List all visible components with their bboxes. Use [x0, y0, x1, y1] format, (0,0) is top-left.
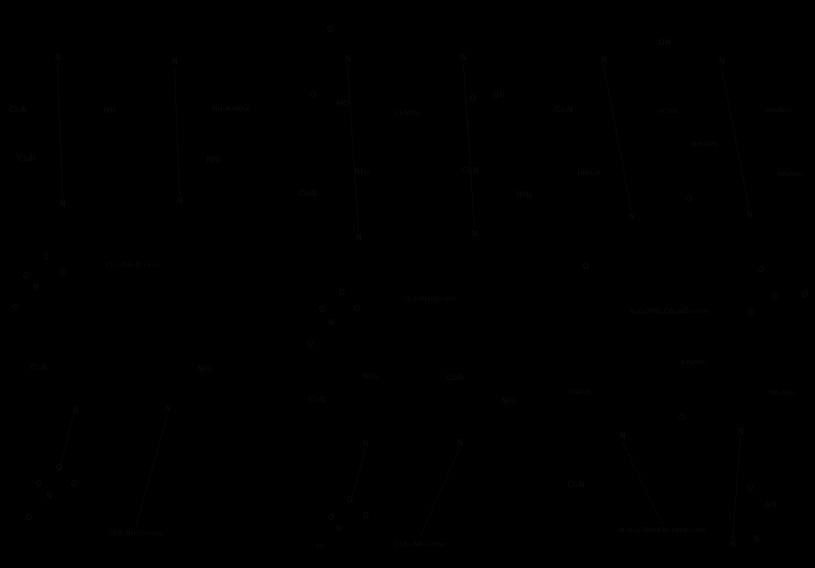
- diagram-node-label: O: [362, 511, 370, 520]
- diagram-node-label: N: [362, 439, 370, 448]
- diagram-node-label: O: [801, 290, 809, 299]
- diagram-node-label: Cl₂S₂NH₂O-conv: [106, 260, 160, 269]
- diagram-node-label: N: [45, 491, 53, 500]
- diagram-node-label: N: [327, 318, 335, 327]
- diagram-node-label: Cl₂N: [308, 395, 326, 404]
- diagram-edge: [721, 68, 750, 209]
- diagram-node-label: Cl₂N: [555, 105, 573, 114]
- diagram-node-label: N: [600, 55, 608, 64]
- diagram-edge: [57, 64, 63, 198]
- diagram-node-label: NH₂NH₂: [777, 169, 803, 178]
- diagram-node-label: O: [42, 252, 50, 261]
- diagram-node-label: N: [32, 283, 40, 292]
- diagram-node-label: NH₂: [501, 396, 517, 405]
- diagram-node-label: O: [326, 25, 334, 34]
- diagram-node-label: NH: [492, 91, 506, 100]
- diagram-edge: [347, 65, 359, 232]
- diagram-node-label: N: [171, 57, 179, 66]
- diagram-node-label: O: [338, 288, 346, 297]
- diagram-node-label: N: [729, 540, 737, 549]
- diagram-node-label: Cl₂N: [446, 373, 464, 382]
- diagram-node-label: O: [25, 513, 33, 522]
- diagram-node-label: N: [753, 534, 761, 543]
- diagram-node-label: NH₂NH₂: [692, 139, 718, 148]
- diagram-node-label: O: [469, 94, 477, 103]
- diagram-node-label: O: [747, 308, 755, 317]
- diagram-node-label: O: [70, 479, 78, 488]
- diagram-node-label: N: [456, 438, 464, 447]
- diagram-node-label: O: [346, 495, 354, 504]
- diagram-node-label: HNH₂N: [577, 168, 601, 177]
- diagram-node-label: N: [54, 53, 62, 62]
- diagram-node-label: O: [757, 265, 765, 274]
- diagram-node-label: NH₂: [354, 167, 370, 176]
- diagram-edge: [732, 438, 741, 539]
- diagram-edge: [463, 64, 475, 228]
- diagram-node-label: N₂O₂p7NO₂CW₂conv-conv: [619, 525, 707, 534]
- diagram-node-label: O: [327, 513, 335, 522]
- diagram-node-label: Cl₂N: [299, 189, 317, 198]
- diagram-node-label: O: [318, 305, 326, 314]
- diagram-node-label: N: [59, 199, 67, 208]
- diagram-edge: [174, 68, 180, 195]
- diagram-node-label: NH₂N-HO₂C: [212, 104, 252, 113]
- diagram-node-label: O: [316, 542, 324, 551]
- diagram-node-label: O: [55, 463, 63, 472]
- diagram-node-label: Cl₂N: [461, 166, 479, 175]
- diagram-node-label: N: [72, 406, 80, 415]
- diagram-node-label: NH₂NO₂: [765, 105, 793, 114]
- diagram-node-label: Cl₂NHN: [394, 108, 420, 117]
- diagram-node-label: O: [582, 262, 590, 271]
- diagram-node-label: N: [355, 233, 363, 242]
- diagram-node-label: Cl₂S₂NH₂O-conv: [403, 294, 457, 303]
- diagram-node-label: N: [460, 53, 468, 62]
- diagram-edge: [603, 66, 632, 211]
- diagram-node-label: O: [771, 292, 779, 301]
- diagram-node-label: NH: [764, 500, 778, 509]
- diagram-node-label: O: [307, 339, 315, 348]
- diagram-node-label: O: [22, 271, 30, 280]
- diagram-node-label: Cl₂N: [9, 105, 27, 114]
- diagram-node-label: N: [471, 229, 479, 238]
- diagram-node-label: O: [678, 413, 686, 422]
- diagram-node-label: N: [176, 196, 184, 205]
- diagram-edge: [135, 415, 168, 527]
- diagram-node-label: Cl₂N: [567, 480, 585, 489]
- diagram-node-label: NH₂NH₂: [769, 388, 795, 397]
- diagram-node-label: NH₂: [363, 372, 379, 381]
- diagram-node-label: N: [619, 431, 627, 440]
- diagram-node-label: Cl₂S₂NH₂O-conv: [109, 528, 163, 537]
- diagram-node-label: OH: [658, 38, 672, 47]
- diagram-node-label: Cl₂N: [18, 154, 36, 163]
- diagram-node-label: NH₂: [516, 190, 532, 199]
- diagram-node-label: O: [353, 304, 361, 313]
- diagram-edge: [622, 442, 663, 524]
- diagram-node-label: N: [737, 427, 745, 436]
- diagram-node-label: HO: [336, 99, 350, 108]
- diagram-node-label: O: [12, 303, 20, 312]
- diagram-node-label: HOHN: [657, 106, 679, 115]
- diagram-node-label: N: [164, 404, 172, 413]
- diagram-node-label: N: [718, 57, 726, 66]
- diagram-node-label: O: [309, 90, 317, 99]
- diagram-node-label: O: [35, 479, 43, 488]
- diagram-node-label: O: [685, 194, 693, 203]
- diagram-node-label: NH₂NH₂: [681, 357, 707, 366]
- diagram-node-label: NH₂: [206, 155, 222, 164]
- diagram-node-label: N₂O₂7NO₂CW₂NO₂-conv: [630, 306, 710, 315]
- diagram-node-label: O: [747, 483, 755, 492]
- diagram-edge: [419, 449, 460, 538]
- diagram-node-label: N: [335, 524, 343, 533]
- diagram-node-label: Cl₂N: [30, 363, 48, 372]
- diagram-node-label: N: [628, 212, 636, 221]
- diagram-node-label: HN: [103, 106, 117, 115]
- diagram-node-label: N: [344, 54, 352, 63]
- diagram-node-label: HNH₂N: [568, 387, 592, 396]
- diagram-node-label: Cl₂S₂-NH₂-conv: [394, 539, 446, 548]
- diagram-node-label: O: [59, 268, 67, 277]
- diagram-node-label: N: [746, 210, 754, 219]
- diagram-node-label: NH₂: [197, 364, 213, 373]
